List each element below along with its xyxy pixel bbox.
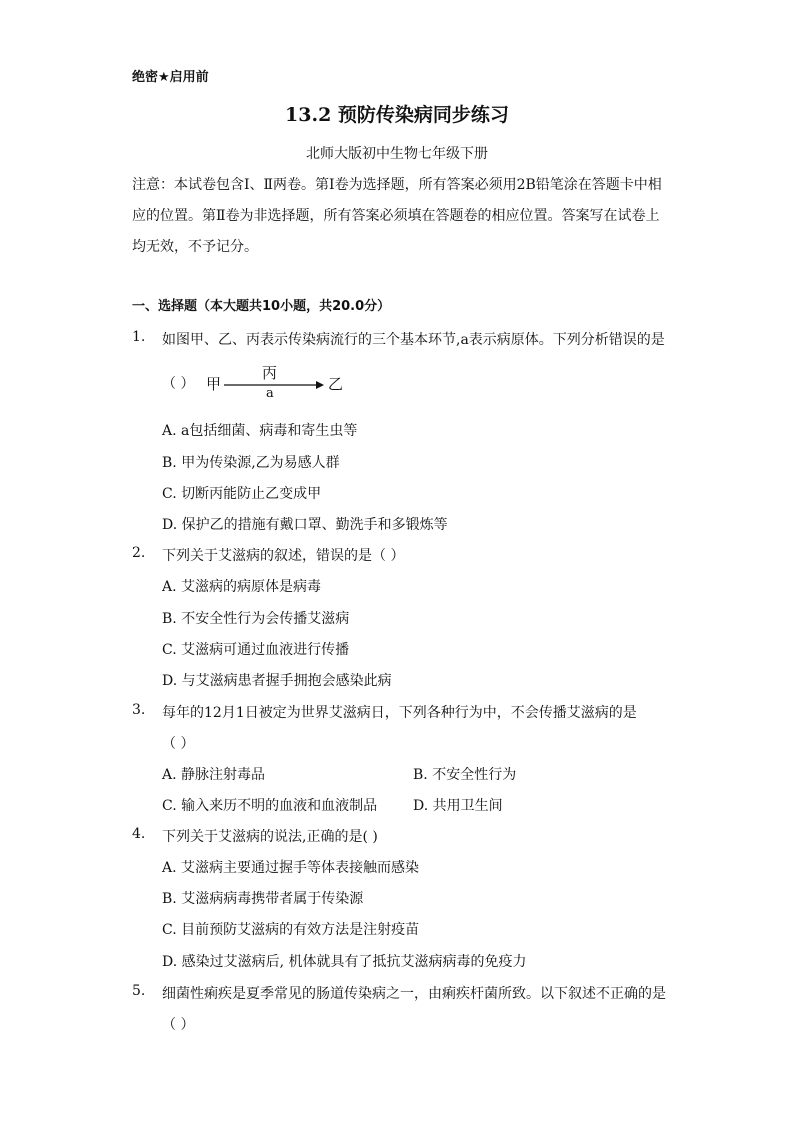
option-c: C. 输入来历不明的血液和血液制品 — [162, 798, 378, 814]
question-number: 5. — [132, 983, 146, 999]
question-text: 下列关于艾滋病的叙述，错误的是（ ） — [162, 548, 405, 564]
section-title: 一、选择题（本大题共10小题，共20.0分） — [132, 299, 391, 314]
option-c: C. 切断丙能防止乙变成甲 — [162, 486, 322, 502]
option-d: D. 感染过艾滋病后, 机体就具有了抵抗艾滋病病毒的免疫力 — [162, 954, 527, 970]
answer-paren: （ ） — [162, 376, 195, 392]
question-number: 4. — [132, 826, 146, 842]
transmission-diagram — [162, 362, 362, 402]
option-c: C. 艾滋病可通过血液进行传播 — [162, 642, 350, 658]
question-number: 1. — [132, 329, 146, 345]
page-subtitle: 北师大版初中生物七年级下册 — [306, 146, 488, 162]
option-a: A. 静脉注射毒品 — [162, 767, 266, 783]
diagram-bottom-label: a — [266, 386, 274, 401]
diagram-right-label: 乙 — [328, 375, 344, 393]
confidential-label: 绝密★启用前 — [132, 70, 209, 85]
question-text: 如图甲、乙、丙表示传染病流行的三个基本环节,a表示病原体。下列分析错误的是 — [162, 332, 665, 348]
option-a: A. 艾滋病的病原体是病毒 — [162, 579, 322, 595]
exam-note: 注意：本试卷包含Ⅰ、Ⅱ两卷。第Ⅰ卷为选择题，所有答案必须用2B铅笔涂在答题卡中相应的位置。第Ⅱ卷为非选择题，所有答案必须填在答题卷的相应位置。答案写在试卷上均无效，不予记分。 — [132, 177, 662, 255]
option-b: B. 不安全性行为 — [413, 767, 517, 783]
answer-paren: （ ） — [162, 736, 195, 752]
question-number: 3. — [132, 702, 146, 718]
question-text: 下列关于艾滋病的说法,正确的是( ) — [162, 829, 378, 845]
option-b: B. 艾滋病病毒携带者属于传染源 — [162, 891, 364, 907]
question-number: 2. — [132, 545, 146, 561]
diagram-left-label: 甲 — [206, 375, 222, 393]
option-a: A. 艾滋病主要通过握手等体表接触而感染 — [162, 860, 420, 876]
option-b: B. 不安全性行为会传播艾滋病 — [162, 611, 350, 627]
question-text: 每年的12月1日被定为世界艾滋病日，下列各种行为中，不会传播艾滋病的是 — [162, 705, 637, 721]
page-title: 13.2 预防传染病同步练习 — [285, 104, 509, 126]
option-d: D. 共用卫生间 — [413, 798, 503, 814]
answer-paren: （ ） — [162, 1017, 195, 1033]
diagram-top-label: 丙 — [262, 364, 278, 382]
option-c: C. 目前预防艾滋病的有效方法是注射疫苗 — [162, 922, 420, 938]
option-b: B. 甲为传染源,乙为易感人群 — [162, 455, 340, 471]
option-a: A. a包括细菌、病毒和寄生虫等 — [162, 423, 358, 439]
question-text: 细菌性痢疾是夏季常见的肠道传染病之一，由痢疾杆菌所致。以下叙述不正确的是 — [162, 986, 666, 1002]
option-d: D. 保护乙的措施有戴口罩、勤洗手和多锻炼等 — [162, 517, 448, 533]
option-d: D. 与艾滋病患者握手拥抱会感染此病 — [162, 673, 392, 689]
